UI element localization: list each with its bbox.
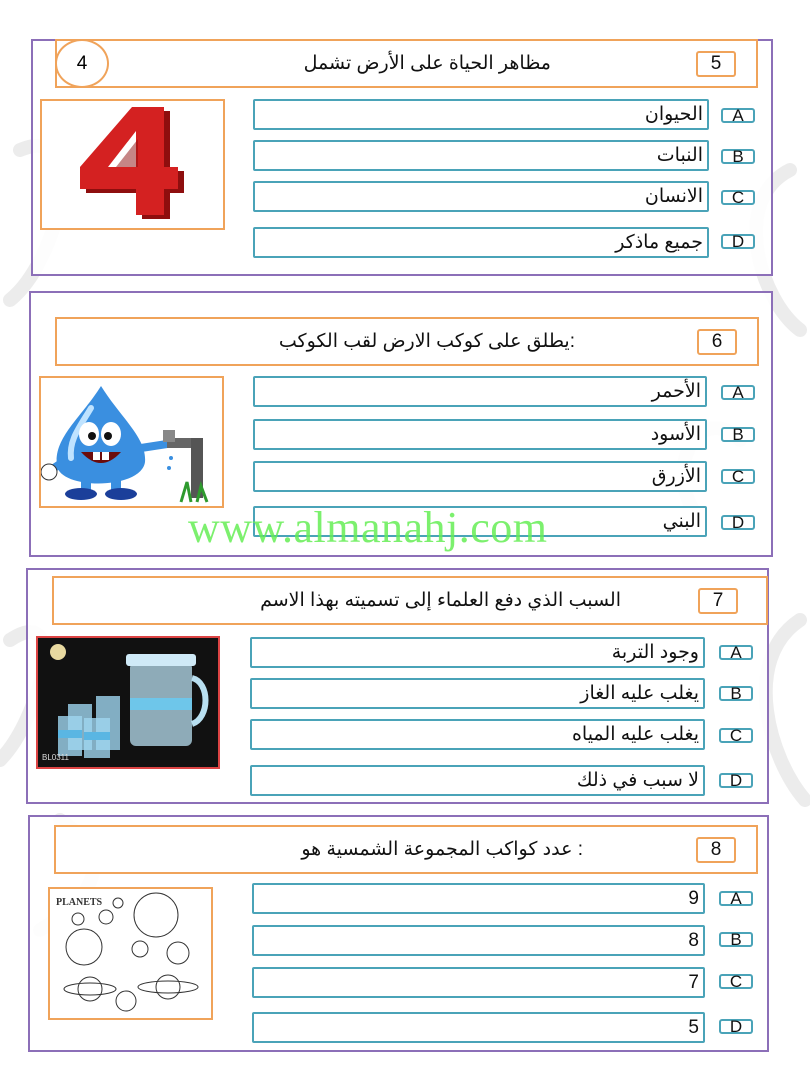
picture-label: PLANETS [56,897,103,908]
question-text: السبب الذي دفع العلماء إلى تسميته بهذا الاسم [260,590,621,611]
option-text: الأحمر [651,381,701,402]
option-letter-B[interactable]: B [721,149,755,164]
option-text: 7 [688,971,699,993]
option-letter-D[interactable]: D [719,773,753,788]
option-text: جميع ماذكر [615,232,703,253]
question-bar [55,39,758,88]
question-text: : عدد كواكب المجموعة الشمسية هو [301,839,583,860]
option-letter-D[interactable]: D [721,234,755,249]
option-C[interactable] [252,967,705,998]
option-A[interactable] [253,99,709,130]
option-letter-D[interactable]: D [721,515,755,530]
option-letter-B[interactable]: B [719,686,753,701]
question-image [40,99,225,230]
water-drop-picture [41,378,222,506]
question-card-7 [26,568,769,804]
question-card-5 [31,39,773,276]
option-text: 9 [688,887,699,909]
question-bar [52,576,768,625]
question-number: 6 [697,329,737,355]
question-number: 5 [696,51,736,77]
question-number: 8 [696,837,736,863]
option-letter-B[interactable]: B [721,427,755,442]
question-text: :يطلق على كوكب الارض لقب الكوكب [278,331,575,352]
planets-picture [50,889,211,1018]
question-image [36,636,220,769]
option-A[interactable] [252,883,705,914]
option-D[interactable] [252,1012,705,1043]
option-B[interactable] [252,925,705,956]
option-letter-C[interactable]: C [719,974,753,989]
option-C[interactable] [253,461,707,492]
option-text: البني [662,511,701,532]
option-D[interactable] [250,765,705,796]
option-text: الأسود [650,424,701,445]
question-text: مظاهر الحياة على الأرض تشمل [303,53,551,74]
option-text: يغلب عليه الغاز [580,683,699,704]
question-bar [54,825,758,874]
option-text: وجود التربة [611,642,699,663]
question-number: 7 [698,588,738,614]
question-bar [55,317,759,366]
option-B[interactable] [250,678,705,709]
number-four-picture [42,101,223,228]
option-text: 5 [688,1016,699,1038]
option-text: الأزرق [651,466,701,487]
option-letter-A[interactable]: A [719,645,753,660]
option-B[interactable] [253,140,709,171]
circle-number: 4 [76,52,88,74]
option-letter-A[interactable]: A [721,108,755,123]
option-letter-A[interactable]: A [721,385,755,400]
option-letter-B[interactable]: B [719,932,753,947]
option-text: يغلب عليه المياه [571,724,699,745]
circle-number-badge [55,39,109,88]
option-A[interactable] [253,376,707,407]
option-letter-D[interactable]: D [719,1019,753,1034]
picture-label: BL0311 [42,753,69,762]
water-pitcher-picture [38,638,218,767]
option-text: لا سبب في ذلك [576,770,699,791]
option-letter-A[interactable]: A [719,891,753,906]
option-text: الحيوان [644,104,703,125]
question-image [48,887,213,1020]
question-card-8 [28,815,769,1052]
option-C[interactable] [250,719,705,750]
option-text: الانسان [644,186,703,207]
option-A[interactable] [250,637,705,668]
option-B[interactable] [253,419,707,450]
option-letter-C[interactable]: C [721,190,755,205]
option-C[interactable] [253,181,709,212]
option-letter-C[interactable]: C [721,469,755,484]
option-text: النبات [656,145,703,166]
watermark: www.almanahj.com [188,503,548,552]
question-image [39,376,224,508]
option-letter-C[interactable]: C [719,728,753,743]
option-D[interactable] [253,227,709,258]
option-text: 8 [688,929,699,951]
